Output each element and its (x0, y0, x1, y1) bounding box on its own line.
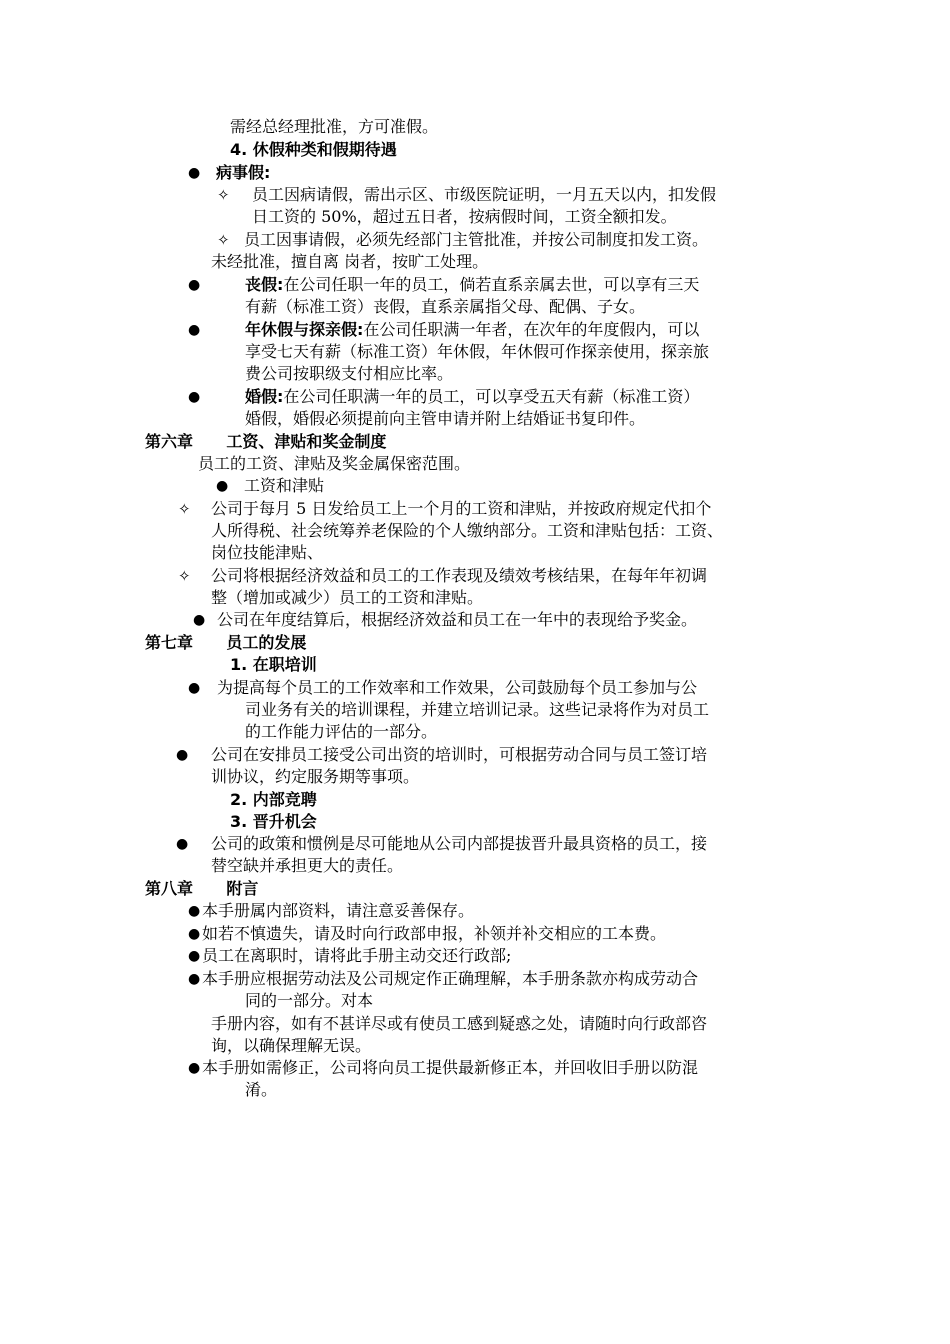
text-line: 员工的工资、津贴及奖金属保密范围。 (198, 454, 471, 473)
text-line: 同的一部分。对本 (245, 991, 374, 1010)
text-line: 本手册应根据劳动法及公司规定作正确理解，本手册条款亦构成劳动合 (202, 969, 699, 988)
text-line: 训协议，约定服务期等事项。 (211, 767, 420, 786)
bullet-icon: ● (188, 277, 201, 293)
chapter-heading: 第六章 工资、津贴和奖金制度 (145, 432, 387, 451)
text-line: 公司将根据经济效益和员工的工作表现及绩效考核结果，在每年年初调 (211, 566, 708, 585)
text-line: 司业务有关的培训课程，并建立培训记录。这些记录将作为对员工 (245, 700, 710, 719)
section-heading: 2. 内部竞聘 (230, 790, 317, 809)
text-line (245, 319, 699, 341)
diamond-bullet-icon: ✧ (178, 567, 191, 585)
bullet-icon: ● (188, 680, 201, 696)
item-title: 病事假: (216, 163, 271, 182)
text-line (245, 274, 699, 296)
text-line: 岗位技能津贴、 (211, 543, 324, 562)
bullet-icon: ● (188, 948, 201, 964)
text-line: 公司于每月 5 日发给员工上一个月的工资和津贴，并按政府规定代扣个 (211, 499, 712, 518)
item-text: 在公司任职一年的员工，倘若直系亲属去世，可以享有三天 (283, 275, 700, 294)
item-title: 年休假与探亲假: (245, 320, 364, 339)
text-line: 替空缺并承担更大的责任。 (211, 856, 404, 875)
text-line: 公司的政策和惯例是尽可能地从公司内部提拔晋升最具资格的员工，接 (211, 834, 708, 853)
chapter-heading: 第七章 员工的发展 (145, 633, 307, 652)
diamond-bullet-icon: ✧ (217, 231, 230, 249)
diamond-bullet-icon: ✧ (217, 186, 230, 204)
bullet-icon: ● (188, 926, 201, 942)
chapter-heading: 第八章 附言 (145, 879, 259, 898)
section-heading: 1. 在职培训 (230, 655, 317, 674)
diamond-bullet-icon: ✧ (178, 500, 191, 518)
text-line: 享受七天有薪（标准工资）年休假，年休假可作探亲使用，探亲旅 (245, 342, 710, 361)
text-line: 整（增加或减少）员工的工资和津贴。 (211, 588, 484, 607)
text-line: 婚假，婚假必须提前向主管申请并附上结婚证书复印件。 (245, 409, 646, 428)
text-line: 公司在安排员工接受公司出资的培训时，可根据劳动合同与员工签订培 (211, 745, 708, 764)
bullet-icon: ● (188, 322, 201, 338)
text-line: 询，以确保理解无误。 (211, 1036, 372, 1055)
bullet-icon: ● (188, 1060, 201, 1076)
text-line: 有薪（标准工资）丧假，直系亲属指父母、配偶、子女。 (245, 297, 646, 316)
text-line: 淆。 (245, 1080, 278, 1099)
text-line: 员工因事请假，必须先经部门主管批准，并按公司制度扣发工资。 (244, 230, 709, 249)
text-line (245, 386, 699, 408)
text-line: 如若不慎遗失，请及时向行政部申报，补领并补交相应的工本费。 (202, 924, 667, 943)
text-line: 费公司按职级支付相应比率。 (245, 364, 454, 383)
text-line: 本手册如需修正，公司将向员工提供最新修正本，并回收旧手册以防混 (202, 1058, 699, 1077)
bullet-icon: ● (193, 612, 206, 628)
bullet-icon: ● (216, 478, 229, 494)
text-line: 本手册属内部资料，请注意妥善保存。 (202, 901, 475, 920)
text-line: 工资和津贴 (244, 476, 325, 495)
bullet-icon: ● (188, 165, 201, 181)
text-line: 员工在离职时，请将此手册主动交还行政部; (202, 946, 512, 965)
text-line: 的工作能力评估的一部分。 (245, 722, 438, 741)
section-heading: 4. 休假种类和假期待遇 (230, 140, 397, 159)
section-heading: 3. 晋升机会 (230, 812, 317, 831)
text-line: 员工因病请假，需出示区、市级医院证明，一月五天以内，扣发假 (252, 185, 717, 204)
item-title: 婚假: (245, 387, 284, 406)
text-line: 日工资的 50%，超过五日者，按病假时间，工资全额扣发。 (252, 207, 677, 226)
text-line: 公司在年度结算后，根据经济效益和员工在一年中的表现给予奖金。 (217, 610, 698, 629)
item-text: 在公司任职满一年者，在次年的年度假内，可以 (363, 320, 700, 339)
bullet-icon: ● (176, 747, 189, 763)
bullet-icon: ● (176, 836, 189, 852)
text-line: 需经总经理批准，方可准假。 (230, 117, 439, 136)
text-line: 为提高每个员工的工作效率和工作效果，公司鼓励每个员工参加与公 (217, 678, 698, 697)
bullet-icon: ● (188, 903, 201, 919)
item-title: 丧假: (245, 275, 284, 294)
text-line: 未经批准，擅自离 岗者，按旷工处理。 (211, 252, 489, 271)
text-line: 人所得税、社会统筹养老保险的个人缴纳部分。工资和津贴包括：工资、 (211, 521, 724, 540)
bullet-icon: ● (188, 389, 201, 405)
text-line: 手册内容，如有不甚详尽或有使员工感到疑惑之处，请随时向行政部咨 (211, 1014, 708, 1033)
item-text: 在公司任职满一年的员工，可以享受五天有薪（标准工资） (283, 387, 700, 406)
bullet-icon: ● (188, 971, 201, 987)
